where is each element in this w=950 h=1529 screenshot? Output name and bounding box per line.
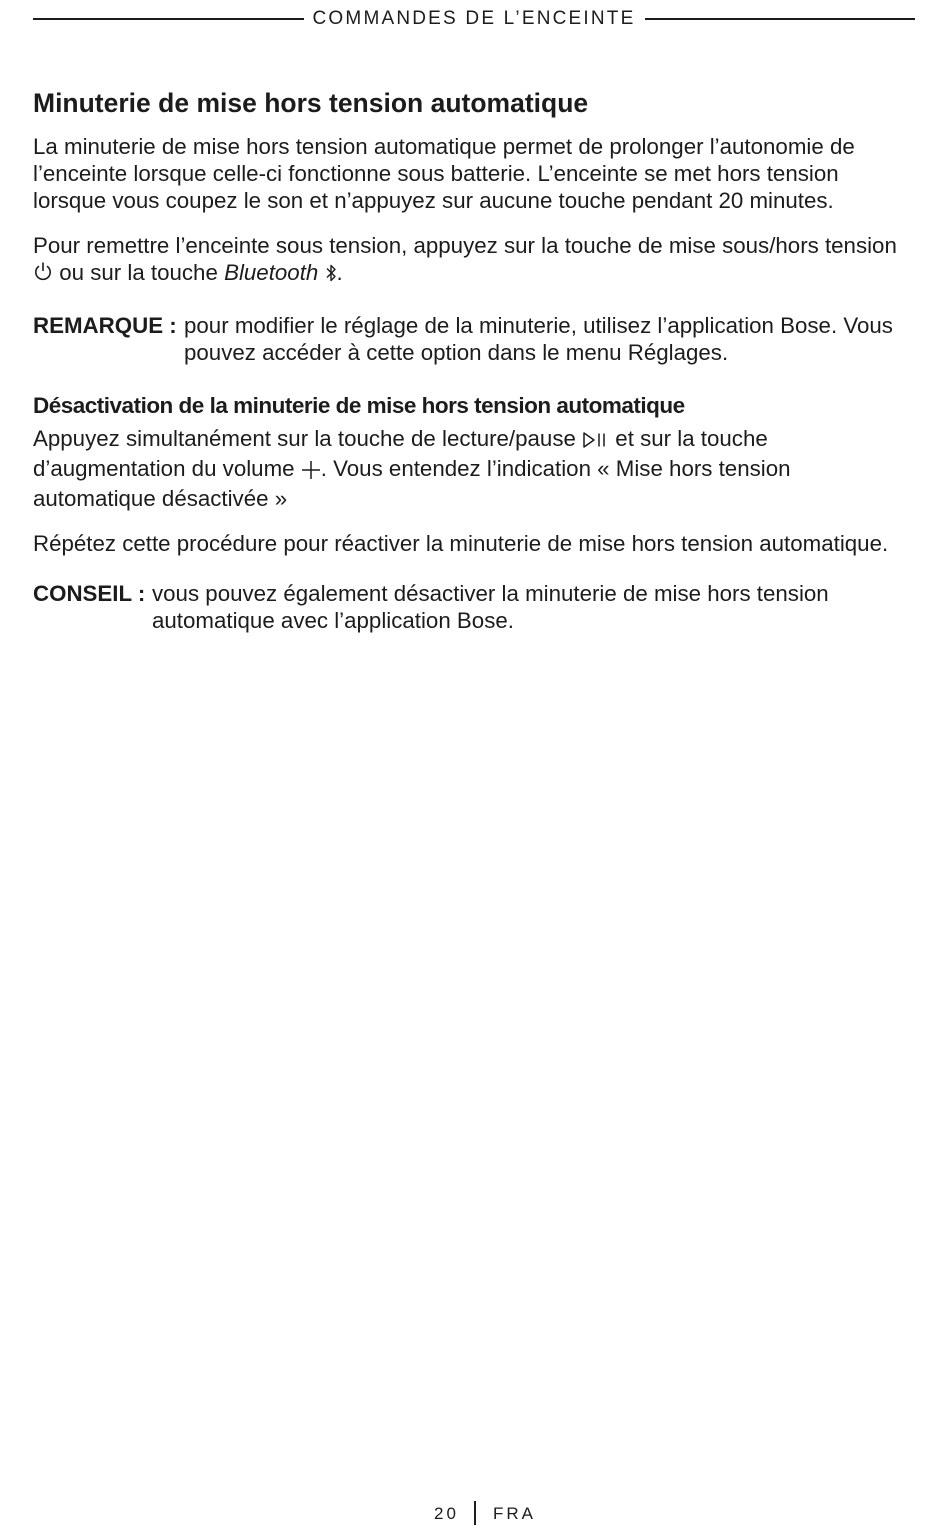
power-icon	[33, 261, 53, 289]
section-header-title: COMMANDES DE L’ENCEINTE	[312, 8, 636, 29]
bluetooth-icon	[325, 262, 337, 289]
section-title: Minuterie de mise hors tension automatique	[33, 88, 589, 118]
note-text: pour modifier le réglage de la minuterie, utilisez l’application Bose. Vous pouvez accéder à cette option dans le menu Réglages.	[184, 313, 893, 365]
page-header	[33, 6, 915, 32]
tip-block	[33, 580, 913, 634]
tip-label: CONSEIL :	[33, 581, 146, 606]
plus-icon	[301, 458, 321, 485]
instruction-paragraph	[33, 425, 913, 512]
note-label: REMARQUE :	[33, 313, 177, 338]
instruction-text-3: . Vous entendez l’indication « Mise hors tension automatique désactivée »	[33, 456, 791, 511]
page-content	[33, 84, 913, 634]
instruction-text: Appuyez simultanément sur la touche de lecture/pause	[33, 426, 576, 451]
tip-text: vous pouvez également désactiver la minuterie de mise hors tension automatique avec l’application Bose.	[152, 581, 829, 633]
power-on-text: Pour remettre l’enceinte sous tension, appuyez sur la touche de mise sous/hors tension	[33, 233, 897, 258]
note-block	[33, 312, 913, 366]
instruction-text-2: et sur la touche d’augmentation du volume	[33, 426, 768, 481]
footer-separator	[474, 1501, 476, 1525]
power-on-paragraph	[33, 232, 913, 289]
play-pause-icon	[582, 428, 609, 455]
repeat-paragraph: Répétez cette procédure pour réactiver la minuterie de mise hors tension automatique.	[33, 531, 889, 556]
page-number: 20	[434, 1504, 459, 1523]
subsection-title: Désactivation de la minuterie de mise hors tension automatique	[33, 393, 685, 418]
language-code: FRA	[493, 1504, 536, 1523]
power-on-end: .	[336, 260, 343, 285]
power-on-text-2: ou sur la touche	[59, 260, 218, 285]
header-rule-right	[645, 18, 916, 20]
bluetooth-word: Bluetooth	[224, 260, 319, 285]
intro-paragraph: La minuterie de mise hors tension automatique permet de prolonger l’autonomie de l’enceinte lorsque celle-ci fonctionne sous batterie. L’enceinte se met hors tension lorsque vous coupez le son et n’appuyez sur aucune touche pendant 20 minutes.	[33, 134, 855, 213]
header-rule-left	[33, 18, 304, 20]
